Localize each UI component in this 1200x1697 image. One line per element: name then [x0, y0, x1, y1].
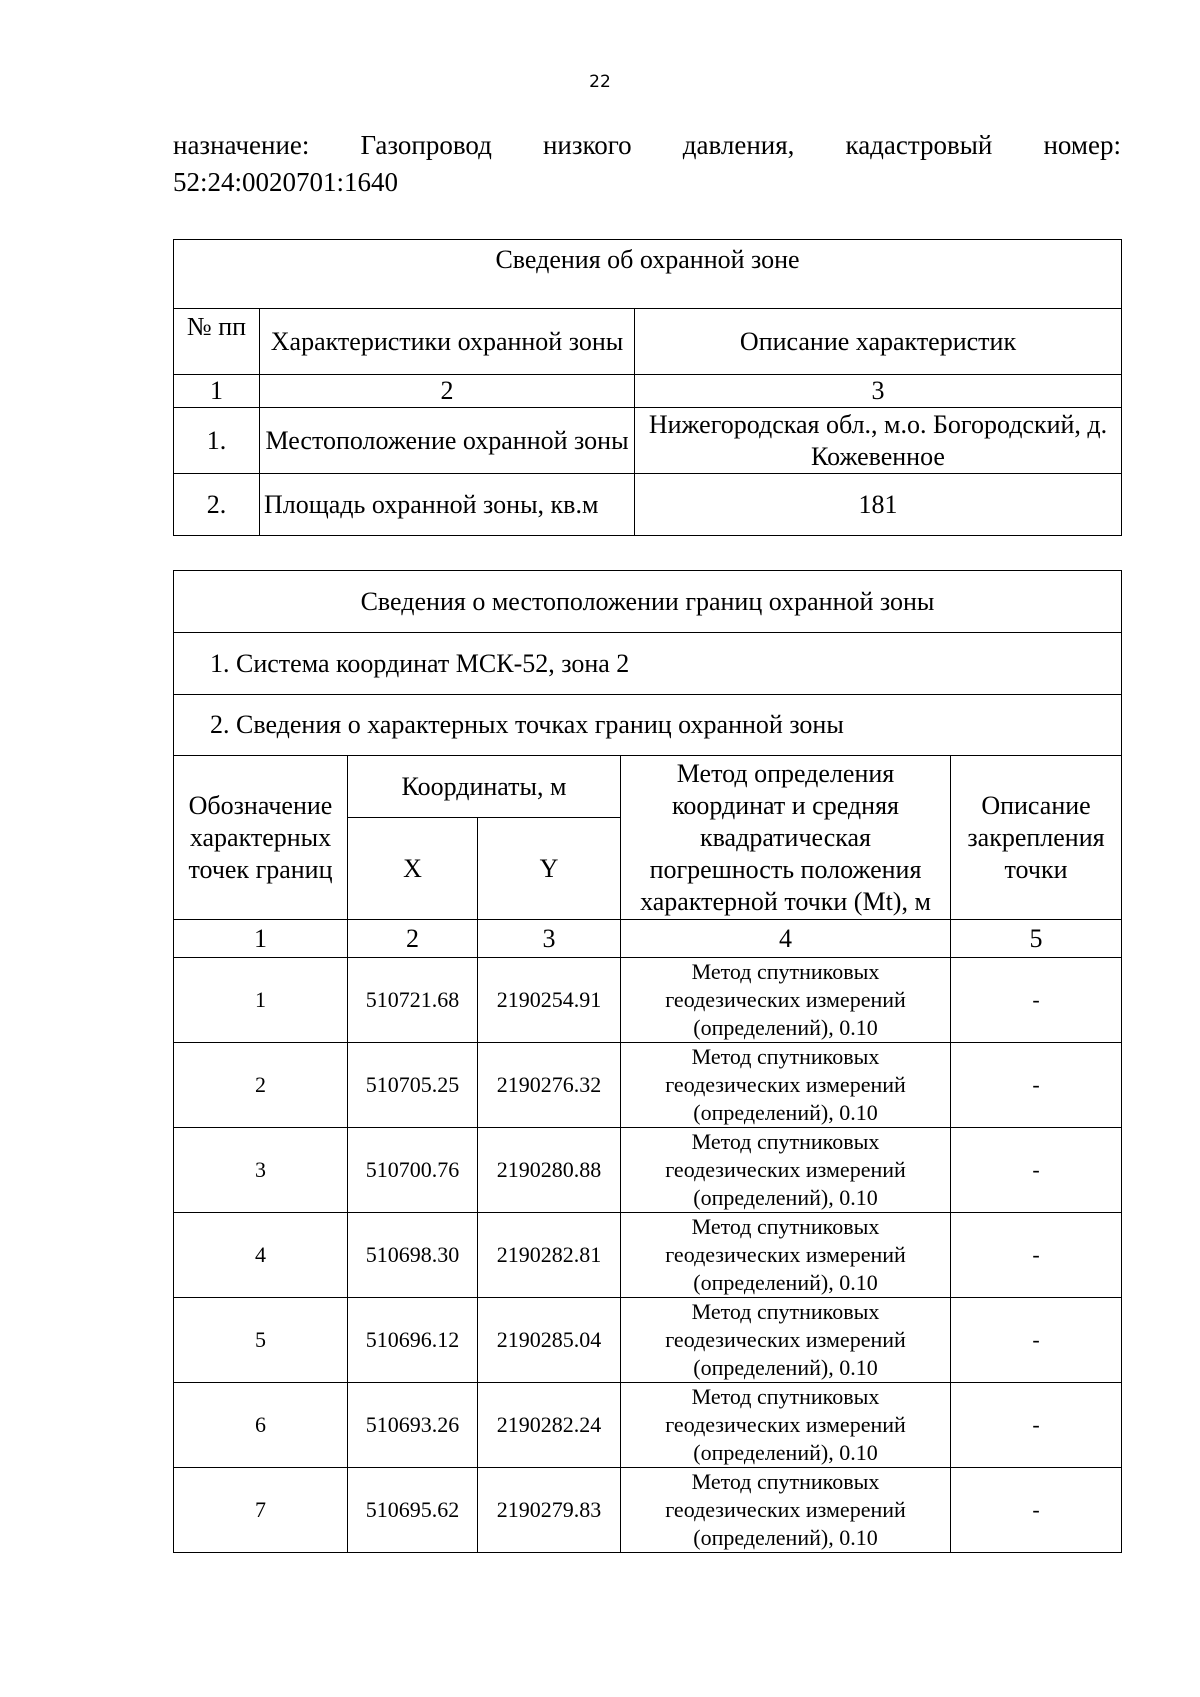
table-header-row: [174, 309, 1122, 375]
coord-y: 2190279.83: [478, 1468, 621, 1553]
table-row: [174, 958, 1122, 1043]
col-number: 2: [348, 920, 478, 958]
method: Метод спутниковых геодезических измерений (определений), 0.10: [621, 1298, 951, 1383]
point-number: 2: [174, 1043, 348, 1128]
row-number: 2.: [174, 474, 260, 536]
fixing: -: [951, 1128, 1122, 1213]
fixing: -: [951, 1298, 1122, 1383]
point-number: 1: [174, 958, 348, 1043]
coordinate-system: 1. Система координат МСК-52, зона 2: [174, 633, 1122, 695]
intro-word: Газопровод: [360, 130, 492, 160]
intro-word: низкого: [542, 130, 632, 160]
coord-x: 510693.26: [348, 1383, 478, 1468]
col-number: 3: [478, 920, 621, 958]
table-row: [174, 1128, 1122, 1213]
row-description: Нижегородская обл., м.о. Богородский, д. Кожевенное: [635, 408, 1122, 474]
row-characteristic: Местоположение охранной зоны: [260, 408, 635, 474]
method: Метод спутниковых геодезических измерений (определений), 0.10: [621, 1213, 951, 1298]
column-number-row: [174, 920, 1122, 958]
intro-word: кадастровый: [845, 130, 993, 160]
method: Метод спутниковых геодезических измерений (определений), 0.10: [621, 1043, 951, 1128]
header-characteristic: Характеристики охранной зоны: [260, 309, 635, 375]
coords-table-title: Сведения о местоположении границ охранной зоны: [174, 571, 1122, 633]
header-fixing: Описание закрепления точки: [951, 756, 1122, 920]
col-number: 2: [260, 375, 635, 408]
intro-word: назначение:: [173, 130, 310, 160]
point-number: 5: [174, 1298, 348, 1383]
fixing: -: [951, 1213, 1122, 1298]
header-point-designation: Обозначение характерных точек границ: [174, 756, 348, 920]
table-row: [174, 1468, 1122, 1553]
method: Метод спутниковых геодезических измерений (определений), 0.10: [621, 1128, 951, 1213]
table-row: [174, 1213, 1122, 1298]
point-number: 4: [174, 1213, 348, 1298]
row-number: 1.: [174, 408, 260, 474]
header-description: Описание характеристик: [635, 309, 1122, 375]
coord-x: 510695.62: [348, 1468, 478, 1553]
header-method: Метод определения координат и средняя квадратическая погрешность положения характерной точки (Mt), м: [621, 756, 951, 920]
fixing: -: [951, 958, 1122, 1043]
coord-y: 2190282.24: [478, 1383, 621, 1468]
table-row: [174, 474, 1122, 536]
boundary-coordinates-table: [173, 570, 1122, 1553]
point-number: 7: [174, 1468, 348, 1553]
intro-paragraph: [173, 127, 1121, 201]
table-header-row: [174, 756, 1122, 818]
intro-line: [173, 127, 1121, 164]
points-section-title: 2. Сведения о характерных точках границ охранной зоны: [174, 695, 1122, 756]
coord-y: 2190280.88: [478, 1128, 621, 1213]
header-coordinates: Координаты, м: [348, 756, 621, 818]
table-title-row: [174, 240, 1122, 309]
cadastral-number: 52:24:0020701:1640: [173, 167, 399, 197]
coord-y: 2190254.91: [478, 958, 621, 1043]
col-number: 1: [174, 920, 348, 958]
coord-x: 510700.76: [348, 1128, 478, 1213]
intro-word: давления,: [682, 130, 795, 160]
row-description: 181: [635, 474, 1122, 536]
page-number: 22: [589, 72, 611, 92]
fixing: -: [951, 1043, 1122, 1128]
header-y: Y: [478, 818, 621, 920]
col-number: 4: [621, 920, 951, 958]
fixing: -: [951, 1468, 1122, 1553]
point-number: 6: [174, 1383, 348, 1468]
method: Метод спутниковых геодезических измерений (определений), 0.10: [621, 958, 951, 1043]
column-number-row: [174, 375, 1122, 408]
table-row: [174, 1298, 1122, 1383]
coord-y: 2190276.32: [478, 1043, 621, 1128]
col-number: 5: [951, 920, 1122, 958]
header-x: X: [348, 818, 478, 920]
method: Метод спутниковых геодезических измерений (определений), 0.10: [621, 1468, 951, 1553]
coord-x: 510698.30: [348, 1213, 478, 1298]
table-title-row: [174, 571, 1122, 633]
coord-x: 510696.12: [348, 1298, 478, 1383]
col-number: 3: [635, 375, 1122, 408]
method: Метод спутниковых геодезических измерений (определений), 0.10: [621, 1383, 951, 1468]
col-number: 1: [174, 375, 260, 408]
coord-y: 2190282.81: [478, 1213, 621, 1298]
fixing: -: [951, 1383, 1122, 1468]
coord-x: 510721.68: [348, 958, 478, 1043]
table-row: [174, 408, 1122, 474]
coord-x: 510705.25: [348, 1043, 478, 1128]
zone-info-table: [173, 239, 1122, 536]
point-number: 3: [174, 1128, 348, 1213]
intro-word: номер:: [1043, 130, 1121, 160]
zone-table-title: Сведения об охранной зоне: [174, 240, 1122, 309]
section-row: [174, 695, 1122, 756]
coord-y: 2190285.04: [478, 1298, 621, 1383]
section-row: [174, 633, 1122, 695]
row-characteristic: Площадь охранной зоны, кв.м: [260, 474, 635, 536]
header-number: № пп: [174, 309, 260, 375]
table-row: [174, 1383, 1122, 1468]
table-row: [174, 1043, 1122, 1128]
